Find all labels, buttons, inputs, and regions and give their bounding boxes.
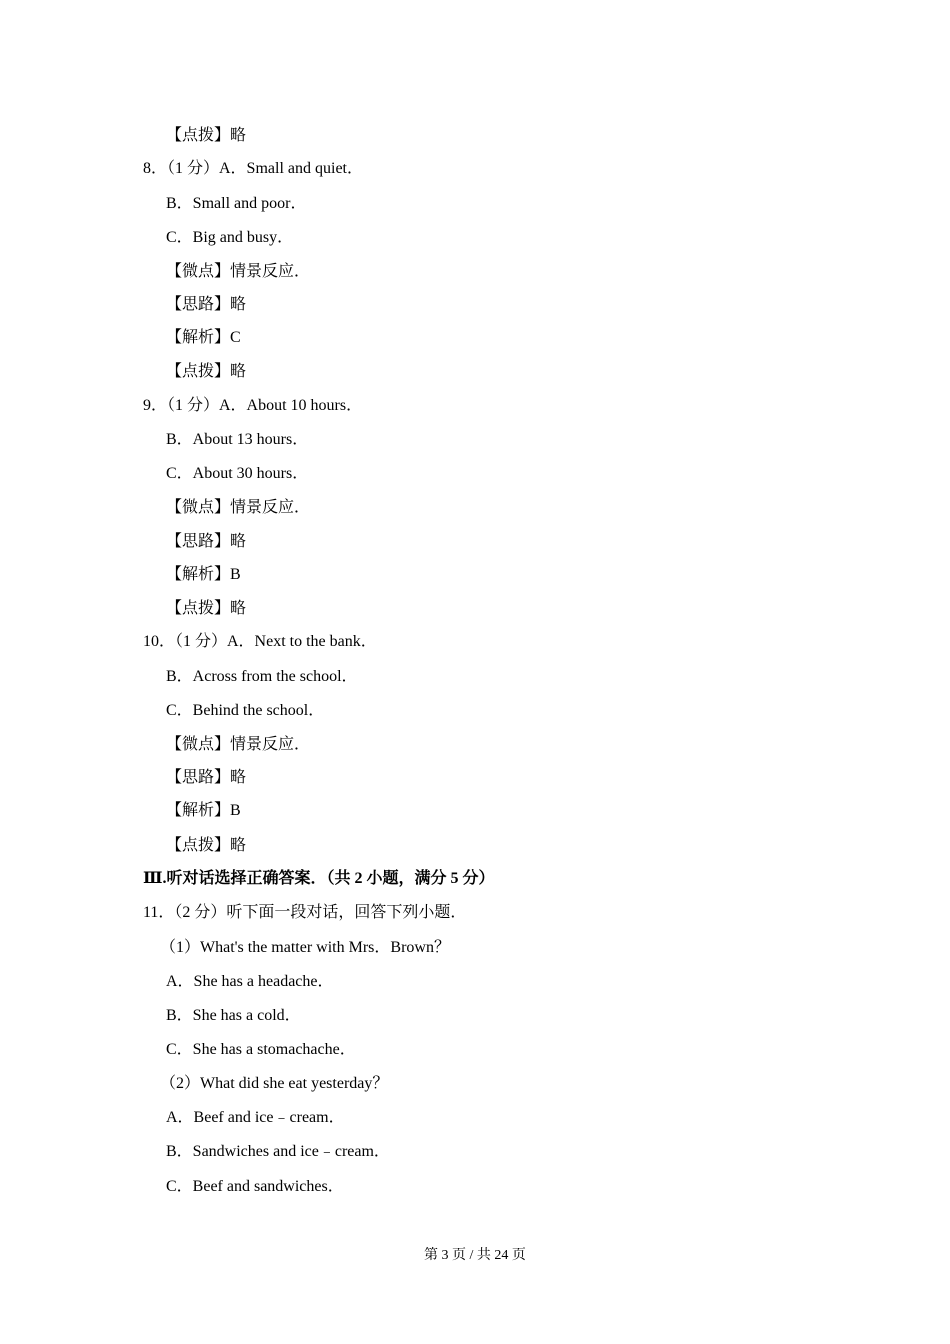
- option-a: A．She has a headache．: [166, 973, 334, 990]
- question-8: 8．（1 分）A．Small and quiet．: [143, 160, 363, 177]
- option-a: A．Beef and ice﹣cream．: [166, 1109, 345, 1126]
- approach-label: 【思路】略: [166, 296, 247, 313]
- approach-label: 【思路】略: [166, 533, 247, 550]
- option-b: B．About 13 hours．: [166, 431, 309, 448]
- option-b: B．Small and poor．: [166, 195, 307, 212]
- option-c: C．About 30 hours．: [166, 465, 309, 482]
- option-c: C．She has a stomachache．: [166, 1041, 356, 1058]
- option-b: B．She has a cold．: [166, 1007, 301, 1024]
- option-c: C．Big and busy．: [166, 229, 294, 246]
- tip-label: 【点拨】略: [166, 600, 247, 617]
- question-10: 10．（1 分）A．Next to the bank．: [143, 633, 377, 650]
- answer-label: 【解析】B: [166, 802, 241, 819]
- option-c: C．Behind the school．: [166, 702, 325, 719]
- sub-question-2: （2）What did she eat yesterday？: [160, 1075, 389, 1092]
- tip-label: 【点拨】略: [166, 127, 247, 144]
- page-footer: 第 3 页 / 共 24 页: [424, 1248, 526, 1263]
- answer-label: 【解析】C: [166, 329, 241, 346]
- option-b: B．Across from the school．: [166, 668, 358, 685]
- option-b: B．Sandwiches and ice﹣cream．: [166, 1143, 390, 1160]
- section-heading: Ⅲ.听对话选择正确答案．（共 2 小题，满分 5 分）: [143, 870, 495, 887]
- tip-label: 【点拨】略: [166, 363, 247, 380]
- approach-label: 【思路】略: [166, 769, 247, 786]
- point-label: 【微点】情景反应．: [166, 499, 311, 516]
- point-label: 【微点】情景反应．: [166, 736, 311, 753]
- question-9: 9．（1 分）A．About 10 hours．: [143, 397, 363, 414]
- question-11: 11．（2 分）听下面一段对话，回答下列小题．: [143, 904, 467, 921]
- answer-label: 【解析】B: [166, 566, 241, 583]
- option-c: C．Beef and sandwiches．: [166, 1178, 344, 1195]
- point-label: 【微点】情景反应．: [166, 263, 311, 280]
- tip-label: 【点拨】略: [166, 837, 247, 854]
- sub-question-1: （1）What's the matter with Mrs．Brown？: [160, 939, 450, 956]
